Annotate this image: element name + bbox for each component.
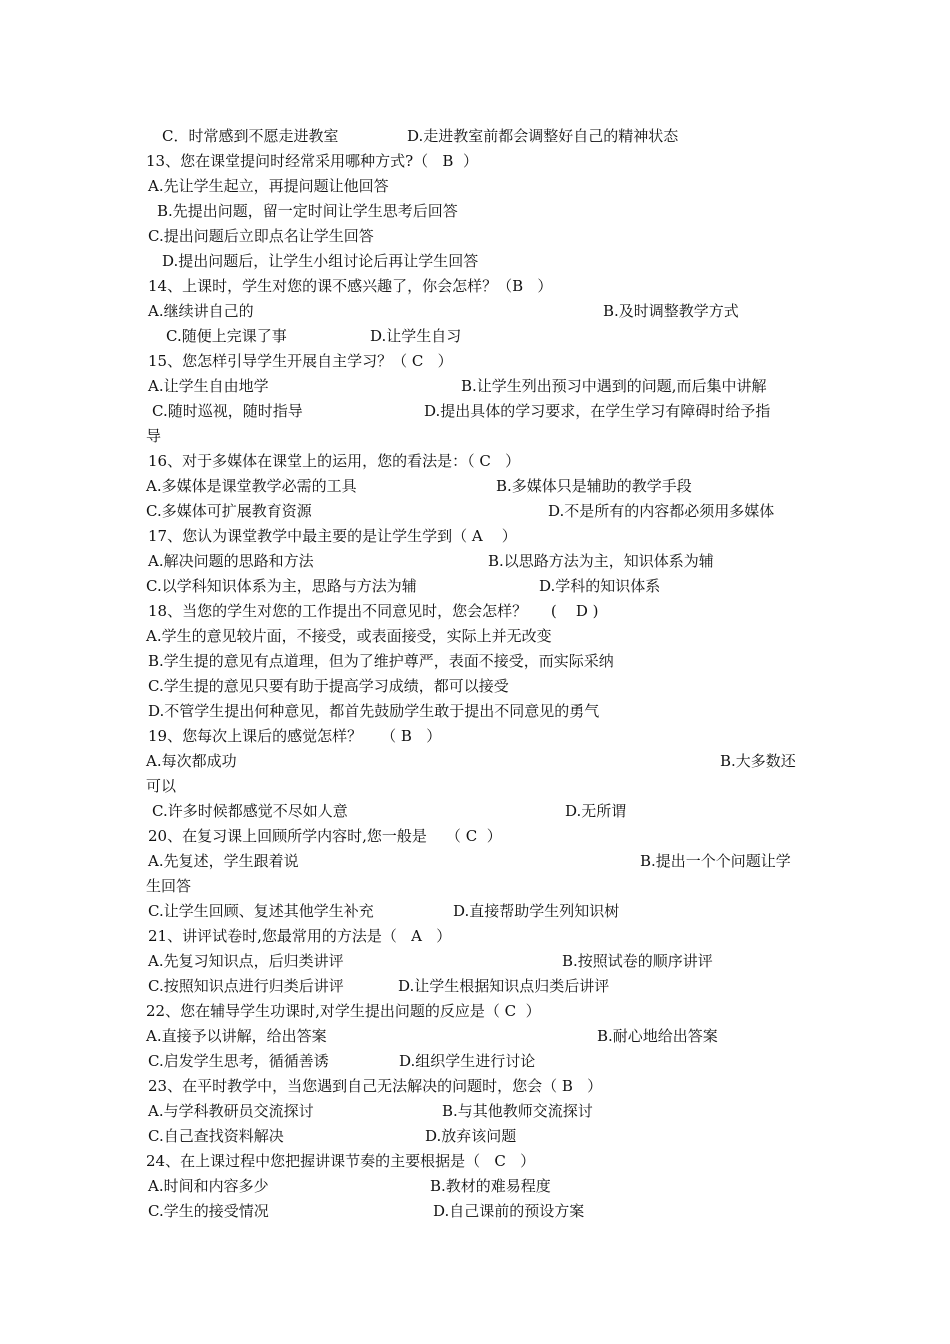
q17-option-d: D.学科的知识体系	[539, 577, 661, 595]
q22-option-d: D.组织学生进行讨论	[399, 1052, 536, 1070]
q23-option-d: D.放弃该问题	[425, 1127, 517, 1145]
q21-option-c: C.按照知识点进行归类后讲评	[148, 977, 344, 995]
q12-option-c: C．时常感到不愿走进教室	[162, 127, 339, 145]
q19-option-b-continued: 可以	[146, 777, 177, 795]
q24-question: 24、在上课过程中您把握讲课节奏的主要根据是（ C ）	[146, 1152, 536, 1170]
q22-option-b: B.耐心地给出答案	[597, 1027, 718, 1045]
q20-question: 20、在复习课上回顾所学内容时,您一般是 （ C ）	[148, 827, 502, 845]
q13-option-a: A.先让学生起立，再提问题让他回答	[148, 177, 389, 195]
q20-option-a: A.先复述，学生跟着说	[148, 852, 299, 870]
q21-option-a: A.先复习知识点，后归类讲评	[148, 952, 344, 970]
q20-option-b-continued: 生回答	[146, 877, 192, 895]
q13-option-b: B.先提出问题，留一定时间让学生思考后回答	[157, 202, 458, 220]
q19-option-a: A.每次都成功	[146, 752, 237, 770]
q19-option-b: B.大多数还	[720, 752, 796, 770]
q18-option-b: B.学生提的意见有点道理，但为了维护尊严，表面不接受，而实际采纳	[148, 652, 614, 670]
q14-option-b: B.及时调整教学方式	[603, 302, 739, 320]
q20-option-d: D.直接帮助学生列知识树	[453, 902, 620, 920]
q24-option-a: A.时间和内容多少	[148, 1177, 269, 1195]
q14-question: 14、上课时，学生对您的课不感兴趣了，你会怎样？（B ）	[148, 277, 553, 295]
q15-option-b: B.让学生列出预习中遇到的问题,而后集中讲解	[461, 377, 767, 395]
q13-question: 13、您在课堂提问时经常采用哪种方式?（ B ）	[146, 152, 478, 170]
q17-option-b: B.以思路方法为主，知识体系为辅	[488, 552, 714, 570]
q21-option-b: B.按照试卷的顺序讲评	[562, 952, 713, 970]
q13-option-d: D.提出问题后，让学生小组讨论后再让学生回答	[162, 252, 479, 270]
q15-option-d: D.提出具体的学习要求，在学生学习有障碍时给予指	[424, 402, 771, 420]
q19-option-c: C.许多时候都感觉不尽如人意	[152, 802, 348, 820]
q17-question: 17、您认为课堂教学中最主要的是让学生学到（ A ）	[148, 527, 517, 545]
q16-question: 16、对于多媒体在课堂上的运用，您的看法是：（ C ）	[148, 452, 521, 470]
q16-option-c: C.多媒体可扩展教育资源	[146, 502, 312, 520]
q18-option-d: D.不管学生提出何种意见，都首先鼓励学生敢于提出不同意见的勇气	[148, 702, 600, 720]
q13-option-c: C.提出问题后立即点名让学生回答	[148, 227, 374, 245]
q18-question: 18、当您的学生对您的工作提出不同意见时，您会怎样？ ( D )	[148, 602, 599, 620]
q16-option-a: A.多媒体是课堂教学必需的工具	[146, 477, 357, 495]
q18-option-c: C.学生提的意见只要有助于提高学习成绩，都可以接受	[148, 677, 509, 695]
q19-option-d: D.无所谓	[565, 802, 627, 820]
q15-option-a: A.让学生自由地学	[148, 377, 269, 395]
q16-option-d: D.不是所有的内容都必须用多媒体	[548, 502, 775, 520]
q24-option-d: D.自己课前的预设方案	[433, 1202, 585, 1220]
q17-option-a: A.解决问题的思路和方法	[148, 552, 314, 570]
q23-option-c: C.自己查找资料解决	[148, 1127, 284, 1145]
q20-option-b: B.提出一个个问题让学	[640, 852, 791, 870]
q24-option-b: B.教材的难易程度	[430, 1177, 551, 1195]
q15-option-c: C.随时巡视，随时指导	[152, 402, 303, 420]
q15-question: 15、您怎样引导学生开展自主学习？（ C ）	[148, 352, 453, 370]
q12-option-d: D.走进教室前都会调整好自己的精神状态	[407, 127, 679, 145]
q14-option-d: D.让学生自习	[370, 327, 462, 345]
q14-option-a: A.继续讲自己的	[148, 302, 254, 320]
q19-question: 19、您每次上课后的感觉怎样？ （ B ）	[148, 727, 442, 745]
q23-option-a: A.与学科教研员交流探讨	[148, 1102, 314, 1120]
q21-question: 21、讲评试卷时,您最常用的方法是（ A ）	[148, 927, 452, 945]
q22-option-c: C.启发学生思考，循循善诱	[148, 1052, 329, 1070]
q15-option-d-continued: 导	[146, 427, 162, 445]
q18-option-a: A.学生的意见较片面，不接受，或表面接受，实际上并无改变	[146, 627, 552, 645]
q22-question: 22、您在辅导学生功课时,对学生提出问题的反应是（ C ）	[146, 1002, 541, 1020]
q21-option-d: D.让学生根据知识点归类后讲评	[398, 977, 610, 995]
q22-option-a: A.直接予以讲解，给出答案	[146, 1027, 327, 1045]
q17-option-c: C.以学科知识体系为主，思路与方法为辅	[146, 577, 417, 595]
q23-question: 23、在平时教学中，当您遇到自己无法解决的问题时，您会（ B ）	[148, 1077, 603, 1095]
q20-option-c: C.让学生回顾、复述其他学生补充	[148, 902, 374, 920]
q24-option-c: C.学生的接受情况	[148, 1202, 269, 1220]
q16-option-b: B.多媒体只是辅助的教学手段	[496, 477, 692, 495]
q14-option-c: C.随便上完课了事	[166, 327, 287, 345]
q23-option-b: B.与其他教师交流探讨	[442, 1102, 593, 1120]
